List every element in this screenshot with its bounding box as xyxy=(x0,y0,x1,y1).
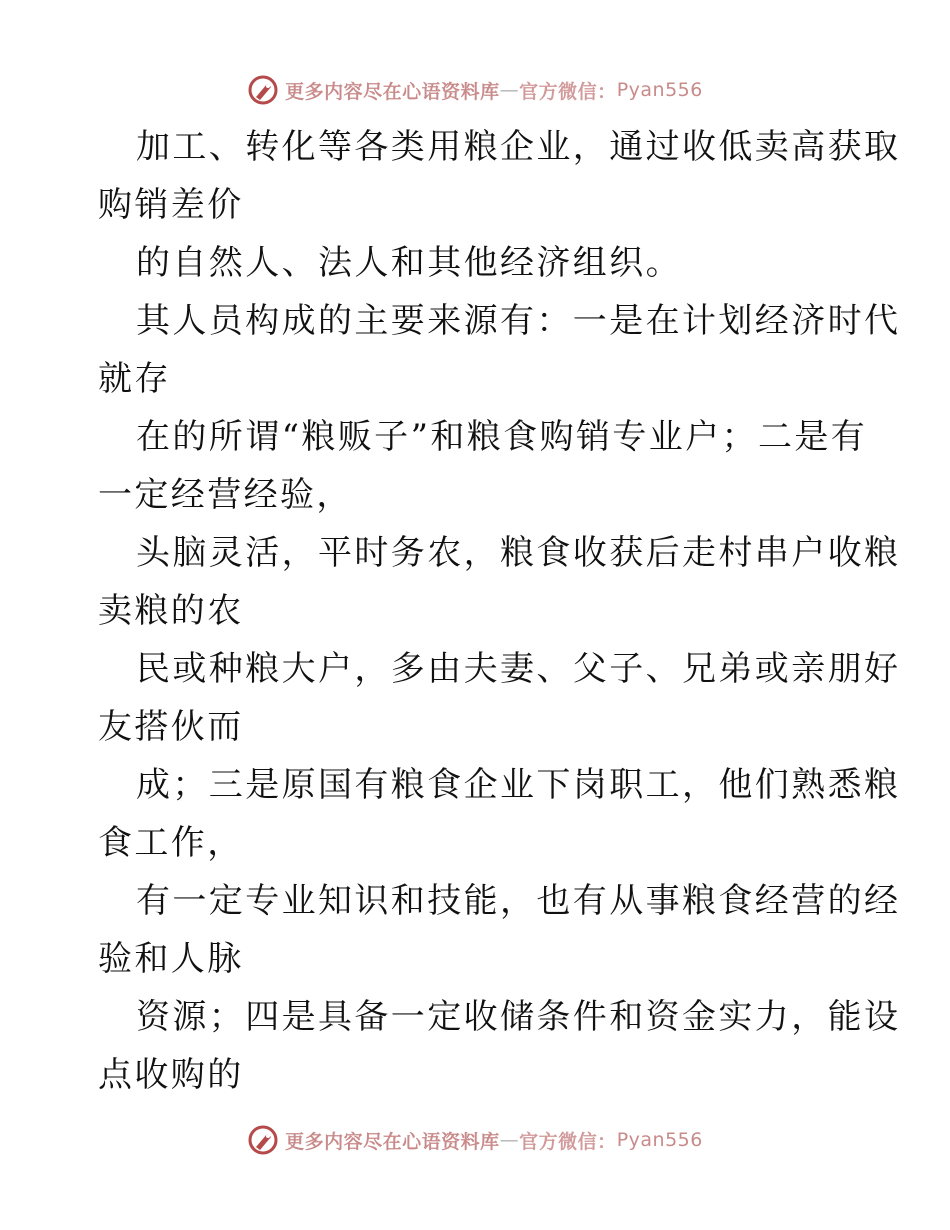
banner-wechat-label: 官方微信： xyxy=(519,1130,617,1153)
pen-nib-logo-icon xyxy=(247,74,279,106)
text-line: 加工、转化等各类用粮企业，通过收低卖高获取 xyxy=(136,127,901,167)
text-line: 头脑灵活，平时务农，粮食收获后走村串户收粮 xyxy=(136,533,901,573)
banner-main-text: 更多内容尽在心语资料库 xyxy=(285,80,500,103)
banner-wechat-id: Pyan556 xyxy=(616,79,703,101)
text-line: 购销差价 xyxy=(98,185,244,225)
text-line: 友搭伙而 xyxy=(98,707,244,747)
banner-dash: — xyxy=(499,1129,520,1151)
text-line: 有一定专业知识和技能，也有从事粮食经营的经 xyxy=(136,881,901,921)
header-banner xyxy=(0,68,950,112)
banner-main-text: 更多内容尽在心语资料库 xyxy=(285,1130,500,1153)
banner-dash: — xyxy=(499,79,520,101)
text-line: 食工作， xyxy=(98,823,244,863)
text-line: 卖粮的农 xyxy=(98,591,244,631)
text-line: 民或种粮大户，多由夫妻、父子、兄弟或亲朋好 xyxy=(136,649,901,689)
text-line: 在的所谓“粮贩子”和粮食购销专业户；二是有 xyxy=(136,417,868,457)
text-line: 其人员构成的主要来源有：一是在计划经济时代 xyxy=(136,301,901,341)
text-line: 点收购的 xyxy=(98,1055,244,1095)
text-line: 资源；四是具备一定收储条件和资金实力，能设 xyxy=(136,997,901,1037)
document-body xyxy=(98,118,901,1104)
text-line: 就存 xyxy=(98,359,171,399)
text-line: 验和人脉 xyxy=(98,939,244,979)
banner-wechat-label: 官方微信： xyxy=(519,80,617,103)
text-line: 一定经营经验， xyxy=(98,475,353,515)
footer-banner xyxy=(0,1118,950,1162)
text-line: 成；三是原国有粮食企业下岗职工，他们熟悉粮 xyxy=(136,765,901,805)
banner-wechat-id: Pyan556 xyxy=(616,1129,703,1151)
text-line: 的自然人、法人和其他经济组织。 xyxy=(136,243,682,283)
pen-nib-logo-icon xyxy=(247,1124,279,1156)
